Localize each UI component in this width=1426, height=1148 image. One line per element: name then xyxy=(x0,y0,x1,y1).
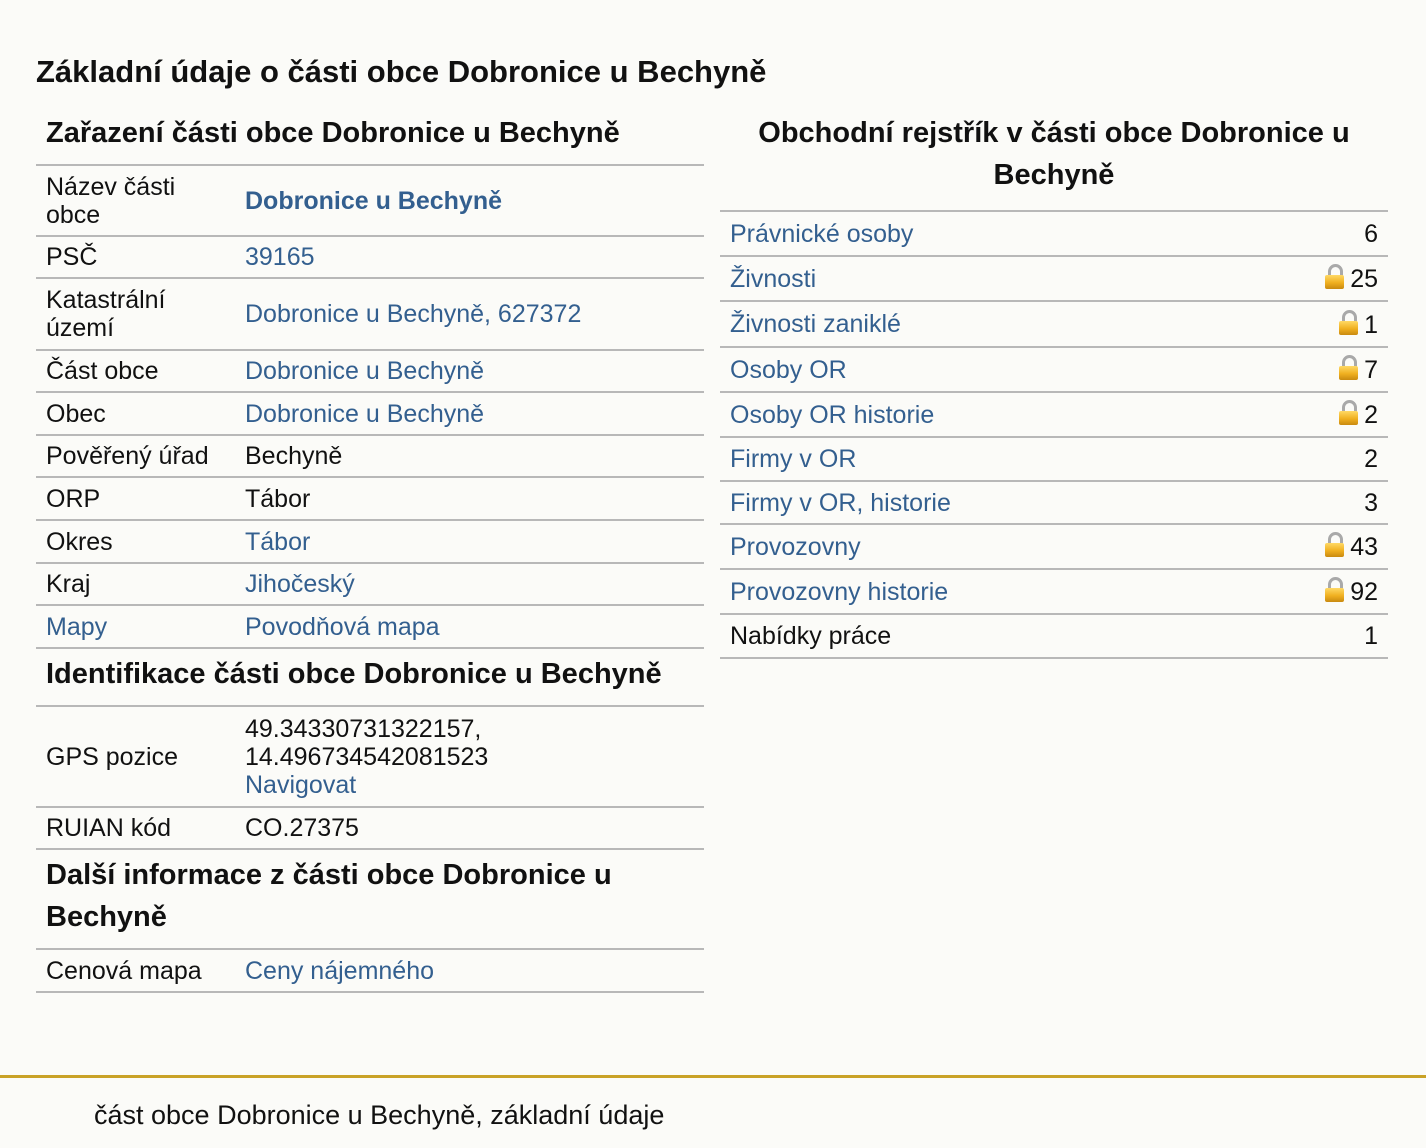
row-value xyxy=(235,563,704,605)
table-row xyxy=(36,563,704,605)
table-row xyxy=(36,350,704,392)
region-link[interactable]: Jihočeský xyxy=(245,570,355,598)
row-count xyxy=(1233,614,1388,658)
table-row xyxy=(720,301,1388,347)
row-label xyxy=(720,392,1233,437)
row-value: CO.27375 xyxy=(235,807,704,849)
padlock-icon[interactable] xyxy=(1325,577,1344,602)
count-value: 2 xyxy=(1364,445,1378,473)
municipal-part-link[interactable]: Dobronice u Bechyně xyxy=(245,357,485,385)
count-value: 1 xyxy=(1364,310,1378,339)
gps-latitude: 49.34330731322157, xyxy=(245,714,482,743)
count-value: 92 xyxy=(1350,578,1378,606)
table-row xyxy=(720,481,1388,524)
count-value: 7 xyxy=(1364,356,1378,384)
row-count xyxy=(1233,524,1388,569)
count-value: 25 xyxy=(1350,265,1378,293)
row-value xyxy=(235,950,704,992)
padlock-icon[interactable] xyxy=(1325,532,1344,557)
table-row xyxy=(720,256,1388,301)
table-row xyxy=(36,807,704,849)
municipality-link[interactable]: Dobronice u Bechyně xyxy=(245,399,485,428)
table-row xyxy=(36,707,704,807)
table-row xyxy=(36,392,704,435)
register-item-link[interactable]: Osoby OR xyxy=(730,355,847,384)
classification-table xyxy=(36,166,704,649)
more-info-heading: Další informace z části obce Dobronice u Bechyně xyxy=(36,850,704,950)
table-row xyxy=(720,569,1388,614)
row-value xyxy=(235,278,704,350)
table-row xyxy=(36,236,704,278)
row-count xyxy=(1233,569,1388,614)
row-count xyxy=(1233,437,1388,481)
row-count xyxy=(1233,301,1388,347)
row-value xyxy=(235,236,704,278)
row-value xyxy=(235,605,704,648)
row-label xyxy=(720,524,1233,569)
table-row xyxy=(720,437,1388,481)
cadastral-area-link[interactable]: Dobronice u Bechyně, 627372 xyxy=(245,300,582,328)
row-label xyxy=(720,569,1233,614)
count-value: 3 xyxy=(1364,488,1378,517)
row-label: Kraj xyxy=(36,563,235,605)
padlock-icon[interactable] xyxy=(1325,264,1344,289)
row-value: Tábor xyxy=(235,477,704,520)
navigate-link[interactable]: Navigovat xyxy=(245,770,357,799)
padlock-icon[interactable] xyxy=(1339,400,1358,425)
register-item-link: Nabídky práce xyxy=(730,622,892,650)
row-label xyxy=(720,256,1233,301)
identification-table xyxy=(36,707,704,850)
register-item-link[interactable]: Osoby OR historie xyxy=(730,400,935,429)
count-value: 6 xyxy=(1364,219,1378,248)
row-label xyxy=(720,301,1233,347)
row-label xyxy=(720,212,1233,256)
table-row xyxy=(720,212,1388,256)
table-row xyxy=(720,614,1388,658)
register-item-link[interactable]: Právnické osoby xyxy=(730,219,914,248)
row-label xyxy=(720,347,1233,392)
row-value xyxy=(235,520,704,563)
business-register-heading: Obchodní rejstřík v části obce Dobronice u Bechyně xyxy=(720,108,1388,212)
table-row xyxy=(720,524,1388,569)
row-count xyxy=(1233,212,1388,256)
row-value xyxy=(235,392,704,435)
row-value xyxy=(235,707,704,807)
row-label: Katastrální území xyxy=(36,278,235,350)
rent-prices-link[interactable]: Ceny nájemného xyxy=(245,956,435,985)
row-value xyxy=(235,166,704,236)
page-title: Základní údaje o části obce Dobronice u Bechyně xyxy=(36,54,767,89)
count-value: 2 xyxy=(1364,401,1378,429)
district-link[interactable]: Tábor xyxy=(245,527,311,556)
row-label xyxy=(36,605,235,648)
part-name-link[interactable]: Dobronice u Bechyně xyxy=(245,186,502,215)
flood-map-link[interactable]: Povodňová mapa xyxy=(245,612,440,641)
identification-heading: Identifikace části obce Dobronice u Bechyně xyxy=(36,649,704,707)
register-item-link[interactable]: Provozovny xyxy=(730,532,861,561)
row-count xyxy=(1233,392,1388,437)
row-count xyxy=(1233,347,1388,392)
postal-code-link[interactable]: 39165 xyxy=(245,243,315,271)
row-count xyxy=(1233,256,1388,301)
table-row xyxy=(36,278,704,350)
row-label: Okres xyxy=(36,520,235,563)
row-label: Cenová mapa xyxy=(36,950,235,992)
count-value: 1 xyxy=(1364,622,1378,650)
table-row xyxy=(36,435,704,477)
row-value xyxy=(235,350,704,392)
padlock-icon[interactable] xyxy=(1339,310,1358,335)
row-label: Název části obce xyxy=(36,166,235,236)
register-item-link[interactable]: Živnosti xyxy=(730,264,817,293)
count-value: 43 xyxy=(1350,533,1378,561)
register-item-link[interactable]: Firmy v OR, historie xyxy=(730,488,951,517)
maps-link[interactable]: Mapy xyxy=(46,612,108,641)
footer-divider xyxy=(0,1075,1426,1078)
row-label: RUIAN kód xyxy=(36,807,235,849)
right-column xyxy=(720,108,1388,659)
row-label: Část obce xyxy=(36,350,235,392)
table-row xyxy=(36,950,704,992)
row-label: GPS pozice xyxy=(36,707,235,807)
business-register-table xyxy=(720,212,1388,659)
row-label xyxy=(720,481,1233,524)
gps-longitude: 14.496734542081523 xyxy=(245,742,489,771)
table-row xyxy=(36,166,704,236)
footer-caption: část obce Dobronice u Bechyně, základní údaje xyxy=(94,1100,665,1130)
table-row xyxy=(720,347,1388,392)
row-label xyxy=(720,437,1233,481)
table-row xyxy=(720,392,1388,437)
left-column xyxy=(36,108,704,993)
row-label: Pověřený úřad xyxy=(36,435,235,477)
more-info-table xyxy=(36,950,704,993)
row-label xyxy=(720,614,1233,658)
padlock-icon[interactable] xyxy=(1339,355,1358,380)
table-row xyxy=(36,477,704,520)
row-label: Obec xyxy=(36,392,235,435)
register-item-link[interactable]: Provozovny historie xyxy=(730,577,949,606)
table-row xyxy=(36,605,704,648)
table-row xyxy=(36,520,704,563)
row-label: PSČ xyxy=(36,236,235,278)
row-count xyxy=(1233,481,1388,524)
classification-heading: Zařazení části obce Dobronice u Bechyně xyxy=(36,108,704,166)
row-label: ORP xyxy=(36,477,235,520)
register-item-link[interactable]: Živnosti zaniklé xyxy=(730,310,901,338)
register-item-link[interactable]: Firmy v OR xyxy=(730,445,857,473)
row-value: Bechyně xyxy=(235,435,704,477)
